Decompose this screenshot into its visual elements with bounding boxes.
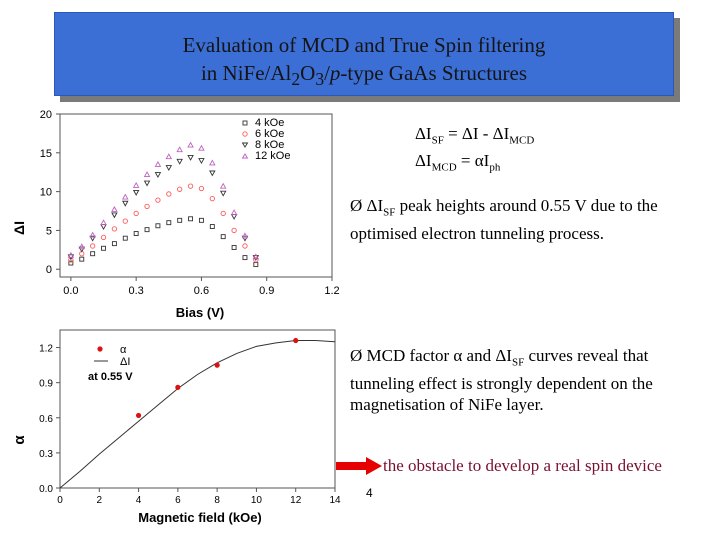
chart1-point (112, 227, 116, 231)
bullet-mcd-factor: Ø MCD factor α and $\Delta I_{SF}$ curves reveal that tunneling effect is strongly dependent on the magnetisation of NiFe layer. (350, 346, 653, 415)
chart1-legend-label: 12 kOe (255, 150, 291, 162)
chart1-point (167, 221, 171, 225)
chart1-ytick-label: 5 (45, 225, 52, 238)
chart2-ytick-label: 0.6 (39, 413, 53, 425)
bullet-peak-height: Ø $\Delta I_{SF}$ peak heights around 0.55 V due to the optimised electron tunneling process. (350, 196, 658, 244)
chart2-legend-marker (97, 346, 102, 351)
chart2-ylabel: α (11, 435, 28, 445)
chart1-legend-marker (243, 143, 248, 147)
chart2-ytick-label: 0.3 (39, 448, 53, 460)
chart1-point (232, 246, 236, 250)
chart1-point (210, 225, 214, 229)
chart1-point (188, 155, 193, 160)
chart1-point (232, 214, 237, 219)
chart2-legend-label: α (120, 344, 127, 356)
chart1-point (123, 195, 128, 200)
chart1-point (134, 190, 139, 195)
chart2-xtick-label: 4 (135, 495, 142, 506)
chart1-xtick-label: 1.2 (324, 285, 340, 297)
chart1-point (101, 235, 105, 239)
chart1-point (232, 210, 237, 215)
chart-alpha-vs-field (0, 322, 345, 532)
chart2-xtick-label: 2 (96, 495, 103, 506)
chart1-point (90, 244, 94, 248)
chart1-point (80, 257, 84, 261)
chart1-legend-label: 6 kOe (255, 128, 285, 140)
chart2-legend-label: ΔI (120, 356, 131, 368)
chart2-ytick-label: 0.0 (39, 484, 53, 495)
chart2-xtick-label: 6 (175, 495, 181, 506)
chart1-point (210, 160, 215, 165)
chart1-legend-label: 4 kOe (255, 117, 285, 129)
chart1-point (177, 159, 182, 164)
chart2-plot-frame (60, 330, 335, 488)
chart2-xlabel: Magnetic field (kOe) (138, 510, 262, 525)
chart-delta-i-vs-bias (0, 100, 345, 325)
chart1-legend-marker (243, 132, 247, 136)
chart1-point (166, 166, 171, 171)
chart1-point (177, 147, 182, 152)
chart1-point (199, 218, 203, 222)
chart2-xtick-label: 10 (250, 495, 262, 506)
chart2-alpha-point (136, 413, 141, 418)
chart1-point (189, 217, 193, 221)
chart2-alpha-point (293, 338, 298, 343)
chart1-xtick-label: 0.6 (193, 285, 210, 297)
chart1-point (210, 196, 214, 200)
chart1-point (243, 256, 247, 260)
chart1-ytick-label: 15 (39, 147, 52, 160)
chart1-point (145, 228, 149, 232)
chart1-xtick-label: 0.0 (63, 285, 79, 297)
chart1-plot-frame (60, 114, 332, 277)
chart2-xtick-label: 12 (290, 495, 302, 506)
chart1-point (123, 236, 127, 240)
chart1-point (145, 181, 150, 186)
chart1-ylabel: ΔI (11, 221, 27, 235)
chart1-point (242, 233, 247, 238)
chart1-point (167, 192, 171, 196)
chart1-point (112, 213, 117, 218)
chart1-point (166, 154, 171, 159)
chart1-point (145, 172, 150, 177)
title-line-1: Evaluation of MCD and True Spin filtering (182, 33, 546, 57)
chart1-point (199, 146, 204, 151)
chart1-point (145, 204, 149, 208)
chart1-point (221, 235, 225, 239)
chart1-point (134, 232, 138, 236)
chart1-point (221, 191, 226, 196)
chart1-point (188, 184, 192, 188)
chart1-point (221, 184, 226, 189)
chart1-point (199, 186, 203, 190)
chart1-point (112, 207, 117, 212)
chart1-point (102, 246, 106, 250)
chart1-point (155, 162, 160, 167)
chart1-point (112, 242, 116, 246)
chart1-point (243, 244, 247, 248)
chart1-point (123, 201, 128, 206)
chart1-ytick-label: 10 (39, 186, 52, 199)
chart1-legend-label: 8 kOe (255, 139, 285, 151)
equation-delta-isf: $\Delta I_{SF} = \Delta I - \Delta I_{MCD}$ (415, 124, 535, 147)
chart1-xtick-label: 0.3 (128, 285, 144, 297)
chart1-point (134, 211, 138, 215)
chart1-point (232, 228, 236, 232)
chart1-point (101, 225, 106, 230)
title-line-2: in NiFe/$Al_2O_3/p$-type GaAs Structures (200, 61, 528, 90)
chart1-ytick-label: 0 (45, 264, 52, 277)
chart1-xlabel: Bias (V) (175, 305, 225, 320)
chart2-xtick-label: 0 (57, 495, 63, 506)
chart1-xtick-label: 0.9 (259, 285, 275, 297)
chart1-point (134, 183, 139, 188)
chart1-legend-marker (243, 154, 248, 158)
page-number: 4 (366, 486, 373, 500)
chart1-point (178, 218, 182, 222)
chart1-point (199, 159, 204, 164)
equation-delta-imcd: $\Delta I_{MCD} = \alpha I_{ph}$ (415, 151, 501, 174)
chart1-point (188, 143, 193, 148)
chart2-alpha-point (215, 363, 220, 368)
chart1-point (156, 224, 160, 228)
chart1-point (79, 244, 84, 249)
chart2-xtick-label: 8 (214, 495, 220, 506)
chart1-point (155, 173, 160, 178)
chart1-point (101, 220, 106, 225)
chart1-point (210, 171, 215, 176)
chart1-point (177, 187, 181, 191)
conclusion-text: the obstacle to develop a real spin device (383, 456, 662, 475)
chart2-delta-i-curve (60, 341, 335, 489)
chart2-ytick-label: 0.9 (39, 378, 53, 390)
chart1-point (156, 198, 160, 202)
chart1-point (221, 211, 225, 215)
chart2-ytick-label: 1.2 (39, 343, 53, 355)
chart2-legend-note: at 0.55 V (88, 371, 133, 383)
red-arrow-icon (336, 457, 382, 475)
chart1-point (123, 219, 127, 223)
chart2-alpha-point (175, 385, 180, 390)
title-box (54, 12, 674, 96)
chart1-ytick-label: 20 (39, 109, 52, 121)
chart1-legend-marker (243, 121, 247, 125)
chart1-point (91, 252, 95, 256)
chart2-xtick-label: 14 (329, 495, 341, 506)
chart1-point (254, 263, 258, 267)
